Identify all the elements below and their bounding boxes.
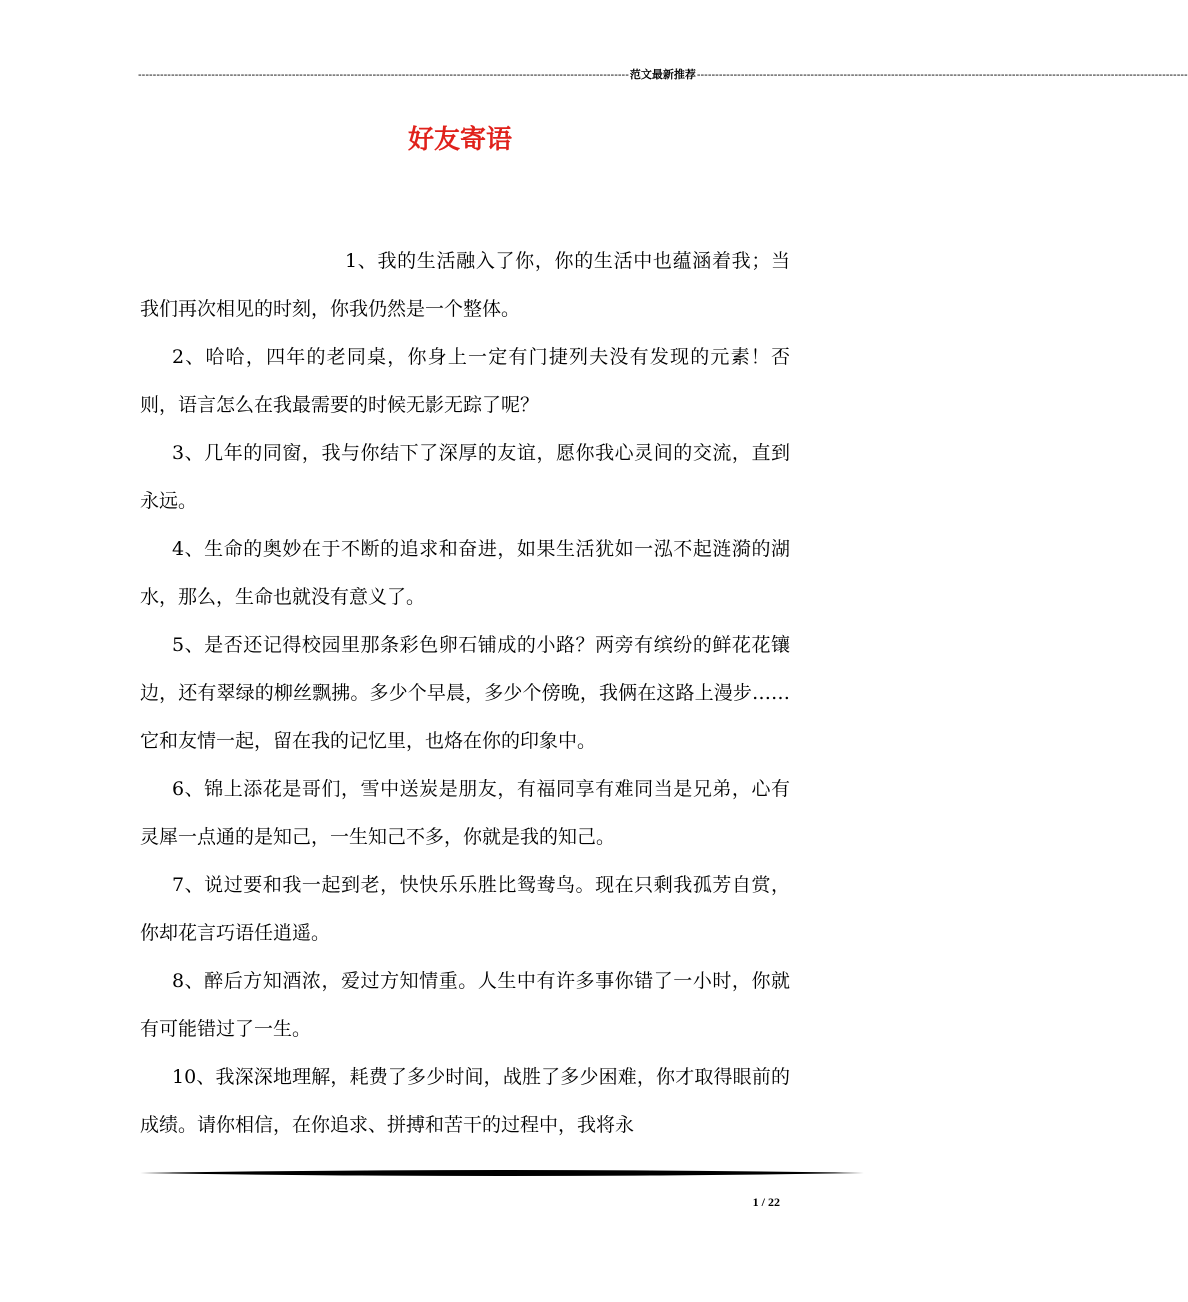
paragraph-1: 1、我的生活融入了你，你的生活中也蕴涵着我；当我们再次相见的时刻，你我仍然是一个整体。 bbox=[140, 250, 790, 320]
header-text: 范文最新推荐 bbox=[629, 69, 696, 81]
footer-divider bbox=[140, 1166, 864, 1180]
page-header bbox=[138, 68, 1188, 82]
page-number: 1 / 22 bbox=[752, 1195, 780, 1209]
header-right-dashes: -------------------------------------------------------------------------------------------------------------------------------------- bbox=[696, 69, 1188, 81]
paragraph-4: 4、生命的奥妙在于不断的追求和奋进，如果生活犹如一泓不起涟漪的湖水，那么，生命也就没有意义了。 bbox=[140, 538, 790, 608]
paragraph-6: 6、锦上添花是哥们，雪中送炭是朋友，有福同享有难同当是兄弟，心有灵犀一点通的是知己，一生知己不多，你就是我的知己。 bbox=[140, 778, 790, 848]
document-body bbox=[140, 237, 790, 1149]
paragraph-3: 3、几年的同窗，我与你结下了深厚的友谊，愿你我心灵间的交流，直到永远。 bbox=[140, 442, 790, 512]
paragraph-5: 5、是否还记得校园里那条彩色卵石铺成的小路？两旁有缤纷的鲜花花镶边，还有翠绿的柳丝飘拂。多少个早晨，多少个傍晚，我俩在这路上漫步……它和友情一起，留在我的记忆里，也烙在你的印象中。 bbox=[140, 634, 790, 752]
header-left-dashes: -------------------------------------------------------------------------------------------------------------------------------------- bbox=[138, 69, 629, 81]
paragraph-7: 7、说过要和我一起到老，快快乐乐胜比鸳鸯鸟。现在只剩我孤芳自赏，你却花言巧语任逍遥。 bbox=[140, 874, 790, 944]
paragraph-2: 2、哈哈，四年的老同桌，你身上一定有门捷列夫没有发现的元素！否则，语言怎么在我最需要的时候无影无踪了呢？ bbox=[140, 346, 790, 416]
paragraph-10: 10、我深深地理解，耗费了多少时间，战胜了多少困难，你才取得眼前的成绩。请你相信，在你追求、拼搏和苦干的过程中，我将永 bbox=[140, 1066, 790, 1136]
paragraph-8: 8、醉后方知酒浓，爱过方知情重。人生中有许多事你错了一小时，你就有可能错过了一生。 bbox=[140, 970, 790, 1040]
document-title: 好友寄语 bbox=[407, 125, 512, 155]
